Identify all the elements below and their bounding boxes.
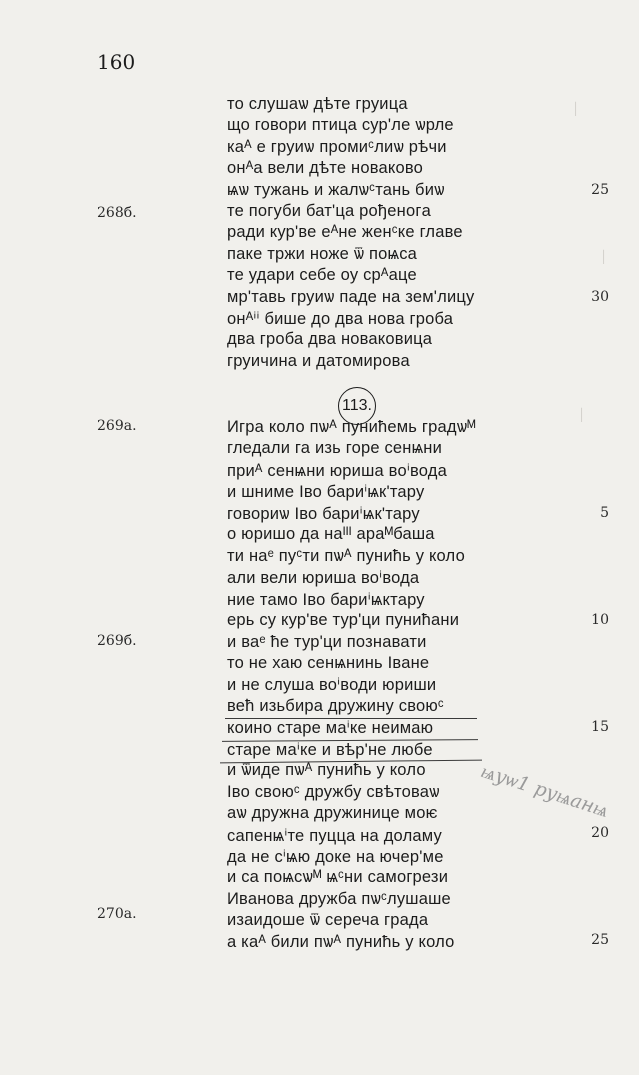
song-number-circle	[338, 387, 376, 425]
verse-line: и не слуша воⁱводи юриши	[227, 676, 437, 695]
verse-line: а каᴬ били пѡᴬ пуниħь у коло	[227, 932, 455, 951]
line-number: 5	[600, 505, 609, 521]
verse-line: то слушаѡ дѣте груица	[227, 95, 408, 113]
folio-label: 269б.	[97, 633, 137, 649]
song-number: 113.	[342, 397, 372, 414]
verse-line: коино старе маⁱке неимаю	[227, 719, 434, 738]
verse-line: онᴬⁱⁱ бише до два нова гроба	[227, 310, 454, 328]
verse-line: приᴬ сенѩни юриша воⁱвода	[227, 461, 447, 480]
verse-line: Іво своюᶜ дружбу свѣтоваѡ	[227, 782, 440, 801]
verse-line: мр'тавь груиѡ паде на зем'лицу	[227, 287, 475, 306]
verse-line: те удари себе оу срᴬаце	[227, 266, 417, 285]
verse-line: да не сⁱѩю доке на ючер'ме	[227, 848, 444, 866]
verse-line: ти наᵉ пуᶜти пѡᴬ пуниħь у коло	[227, 546, 465, 565]
pencil-underline	[225, 718, 477, 719]
line-number: 25	[591, 932, 609, 948]
verse-line: изаидоше ѿ сереча града	[227, 911, 429, 930]
line-number: 10	[591, 612, 609, 628]
bleed-through-mark: │	[578, 408, 586, 422]
line-number: 15	[591, 719, 609, 735]
verse-line: старе маⁱке и вѣр'не любе	[227, 740, 433, 759]
bleed-through-mark: │	[600, 250, 608, 264]
verse-line: каᴬ е груиѡ промиᶜлиѡ рѣчи	[227, 137, 447, 156]
verse-line: гледали га изь горе сенѩни	[227, 439, 443, 458]
page-number: 160	[97, 50, 136, 74]
verse-line: Иванова дружба пѡᶜлушаше	[227, 889, 451, 908]
verse-line: те погуби бат'ца рођеногa	[227, 202, 431, 220]
verse-line: и са поѩсѡᴹ ѩᶜни самогрези	[227, 868, 449, 887]
line-number: 20	[591, 825, 609, 841]
verse-line: ѩѡ тужань и жалѡᶜтань биѡ	[227, 180, 445, 199]
folio-label: 268б.	[97, 205, 137, 221]
verse-line: већ изьбира дружину своюᶜ	[227, 696, 444, 715]
verse-line: що говори птица сур'ле ѡрле	[227, 116, 454, 135]
bleed-through-mark: │	[572, 102, 580, 116]
verse-line: и ѿиде пѡᴬ пуниħь у коло	[227, 761, 426, 780]
verse-line: онᴬа вели дѣте новаково	[227, 159, 424, 178]
verse-line: то не хаю сенѩнинь Іване	[227, 653, 430, 672]
line-number: 30	[591, 289, 609, 305]
verse-line: аѡ дружна дружинице моѥ	[227, 804, 438, 823]
folio-label: 269a.	[97, 418, 137, 434]
verse-line: Игра коло пѡᴬ пуниħемь градѡᴹ	[227, 418, 476, 436]
line-number: 25	[591, 182, 609, 198]
folio-label: 270a.	[97, 906, 137, 922]
verse-line: али вели юриша воⁱвода	[227, 569, 420, 588]
verse-line: ерь су кур'ве тур'ци пуниħани	[227, 611, 460, 630]
verse-line: ради кур'ве еᴬне женᶜке главе	[227, 223, 463, 242]
verse-line: ние тамо Іво бариⁱѩктару	[227, 590, 425, 609]
verse-line: говориѡ Іво бариⁱѩк'тару	[227, 504, 420, 523]
verse-line: сапенѩⁱте пуцца на доламу	[227, 826, 442, 845]
verse-line: о юришо да наᴵᴵᴵ араᴹбаша	[227, 525, 435, 544]
margin-note: ѩуѡ1 руѩанѩ	[478, 760, 612, 822]
verse-line: два гроба два новаковица	[227, 330, 433, 349]
verse-line: и ваᵉ ħе тур'ци познавати	[227, 632, 427, 651]
verse-line: и шниме Іво бариⁱѩк'тару	[227, 483, 425, 502]
verse-line: паке тржи ноже ѿ поѩса	[227, 244, 418, 263]
verse-line: груичина и датомирова	[227, 351, 410, 370]
